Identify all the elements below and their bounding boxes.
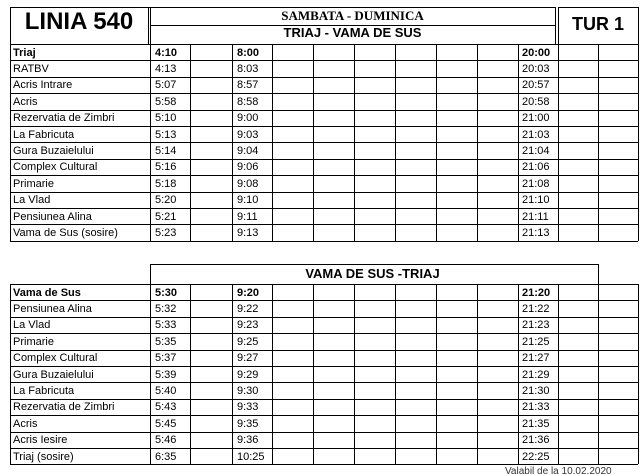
stop-name: Acris Intrare [13,79,73,92]
stop-name: Complex Cultural [13,161,98,174]
row-divider [10,241,638,242]
departure-time: 9:27 [237,352,259,365]
departure-time: 9:35 [237,417,259,430]
departure-time: 5:30 [155,286,178,299]
days-of-week-label: SAMBATA - DUMINICA [281,8,424,23]
departure-time: 9:33 [237,401,259,414]
column-divider [477,284,478,464]
column-divider [395,284,396,464]
column-divider [150,44,151,241]
column-divider [232,44,233,241]
departure-time: 21:08 [522,177,550,190]
departure-time: 21:04 [522,144,550,157]
column-divider [638,44,639,241]
departure-time: 9:00 [237,112,259,125]
stop-name: Gura Buzaielului [13,144,94,157]
column-divider [313,284,314,464]
stop-name: La Vlad [13,319,51,332]
column-divider [232,284,233,464]
column-divider [477,44,478,241]
grid-line [558,7,559,44]
departure-time: 8:58 [237,95,259,108]
column-divider [518,44,519,241]
departure-time: 21:36 [522,434,550,447]
departure-time: 5:16 [155,161,177,174]
departure-time: 9:08 [237,177,259,190]
departure-time: 9:03 [237,128,259,141]
departure-time: 9:04 [237,144,259,157]
departure-time: 21:10 [522,194,550,207]
departure-time: 5:14 [155,144,177,157]
column-divider [313,44,314,241]
departure-time: 5:32 [155,302,177,315]
stop-name: Pensiunea Alina [13,302,92,315]
departure-time: 22:25 [522,450,550,463]
departure-time: 5:58 [155,95,177,108]
departure-time: 21:22 [522,302,550,315]
departure-time: 20:00 [522,46,551,59]
departure-time: 21:11 [522,210,549,223]
departure-time: 21:13 [522,226,550,239]
departure-time: 21:06 [522,161,550,174]
departure-time: 21:33 [522,401,550,414]
departure-time: 5:43 [155,401,177,414]
departure-time: 20:58 [522,95,550,108]
column-divider [395,44,396,241]
departure-time: 4:13 [155,62,177,75]
departure-time: 9:36 [237,434,259,447]
departure-time: 10:25 [237,450,265,463]
route-out-title: TRIAJ - VAMA DE SUS [283,25,422,40]
grid-line [598,264,599,284]
departure-time: 5:18 [155,177,177,190]
stop-name: La Fabricuta [13,128,75,141]
grid-line [10,7,555,8]
departure-time: 5:46 [155,434,177,447]
departure-time: 9:13 [237,226,259,239]
line-number-title: LINIA 540 [24,8,134,35]
departure-time: 8:00 [237,46,260,59]
stop-name: Acris Iesire [13,434,68,447]
departure-time: 5:20 [155,194,177,207]
departure-time: 5:07 [155,79,177,92]
route-back-title: VAMA DE SUS -TRIAJ [305,266,440,281]
column-divider [436,44,437,241]
column-divider [638,284,639,464]
grid-line [150,264,151,284]
departure-time: 21:25 [522,335,550,348]
departure-time: 9:25 [237,335,259,348]
departure-time: 5:21 [155,210,177,223]
departure-time: 21:23 [522,319,550,332]
departure-time: 9:11 [237,210,258,223]
departure-time: 9:29 [237,368,259,381]
departure-time: 9:22 [237,302,259,315]
stop-name: Primarie [13,335,54,348]
departure-time: 20:03 [522,62,550,75]
stop-name: Pensiunea Alina [13,210,92,223]
column-divider [354,44,355,241]
departure-time: 5:33 [155,319,177,332]
departure-time: 21:27 [522,352,550,365]
stop-name: Gura Buzaielului [13,368,94,381]
grid-line [638,7,639,44]
stop-name: Rezervatia de Zimbri [13,401,115,414]
departure-time: 5:10 [155,112,177,125]
departure-time: 9:10 [237,194,259,207]
departure-time: 5:45 [155,417,177,430]
column-divider [518,284,519,464]
validity-note: Valabil de la 10.02.2020 [505,466,612,475]
departure-time: 9:06 [237,161,259,174]
stop-name: Vama de Sus (sosire) [13,226,118,239]
grid-line [10,7,11,44]
stop-name: Triaj (sosire) [13,450,74,463]
column-divider [598,44,599,241]
column-divider [354,284,355,464]
departure-time: 5:35 [155,335,177,348]
departure-time: 21:03 [522,128,550,141]
departure-time: 21:20 [522,286,551,299]
grid-line [148,7,149,44]
departure-time: 20:57 [522,79,550,92]
grid-line [150,25,555,26]
stop-name: La Vlad [13,194,51,207]
column-divider [10,44,11,241]
departure-time: 8:57 [237,79,259,92]
departure-time: 5:13 [155,128,177,141]
grid-line [558,7,638,8]
column-divider [436,284,437,464]
departure-time: 21:29 [522,368,550,381]
stop-name: La Fabricuta [13,384,75,397]
departure-time: 5:23 [155,226,177,239]
departure-time: 9:30 [237,384,259,397]
departure-time: 9:23 [237,319,259,332]
departure-time: 9:20 [237,286,260,299]
stop-name: Primarie [13,177,54,190]
departure-time: 21:30 [522,384,550,397]
stop-name: Acris [13,417,38,430]
grid-line [150,264,598,265]
column-divider [10,284,11,464]
stop-name: Complex Cultural [13,352,98,365]
column-divider [598,284,599,464]
stop-name: RATBV [13,62,49,75]
departure-time: 21:00 [522,112,550,125]
departure-time: 21:35 [522,417,550,430]
grid-line [555,7,556,44]
stop-name: Rezervatia de Zimbri [13,112,115,125]
row-divider [10,464,638,465]
departure-time: 4:10 [155,46,178,59]
departure-time: 8:03 [237,62,259,75]
grid-line [150,7,151,44]
column-divider [150,284,151,464]
stop-name: Triaj [13,46,36,59]
departure-time: 5:37 [155,352,177,365]
departure-time: 5:39 [155,368,177,381]
stop-name: Vama de Sus [13,286,81,299]
tour-label: TUR 1 [571,14,624,34]
departure-time: 6:35 [155,450,177,463]
stop-name: Acris [13,95,38,108]
departure-time: 5:40 [155,384,177,397]
